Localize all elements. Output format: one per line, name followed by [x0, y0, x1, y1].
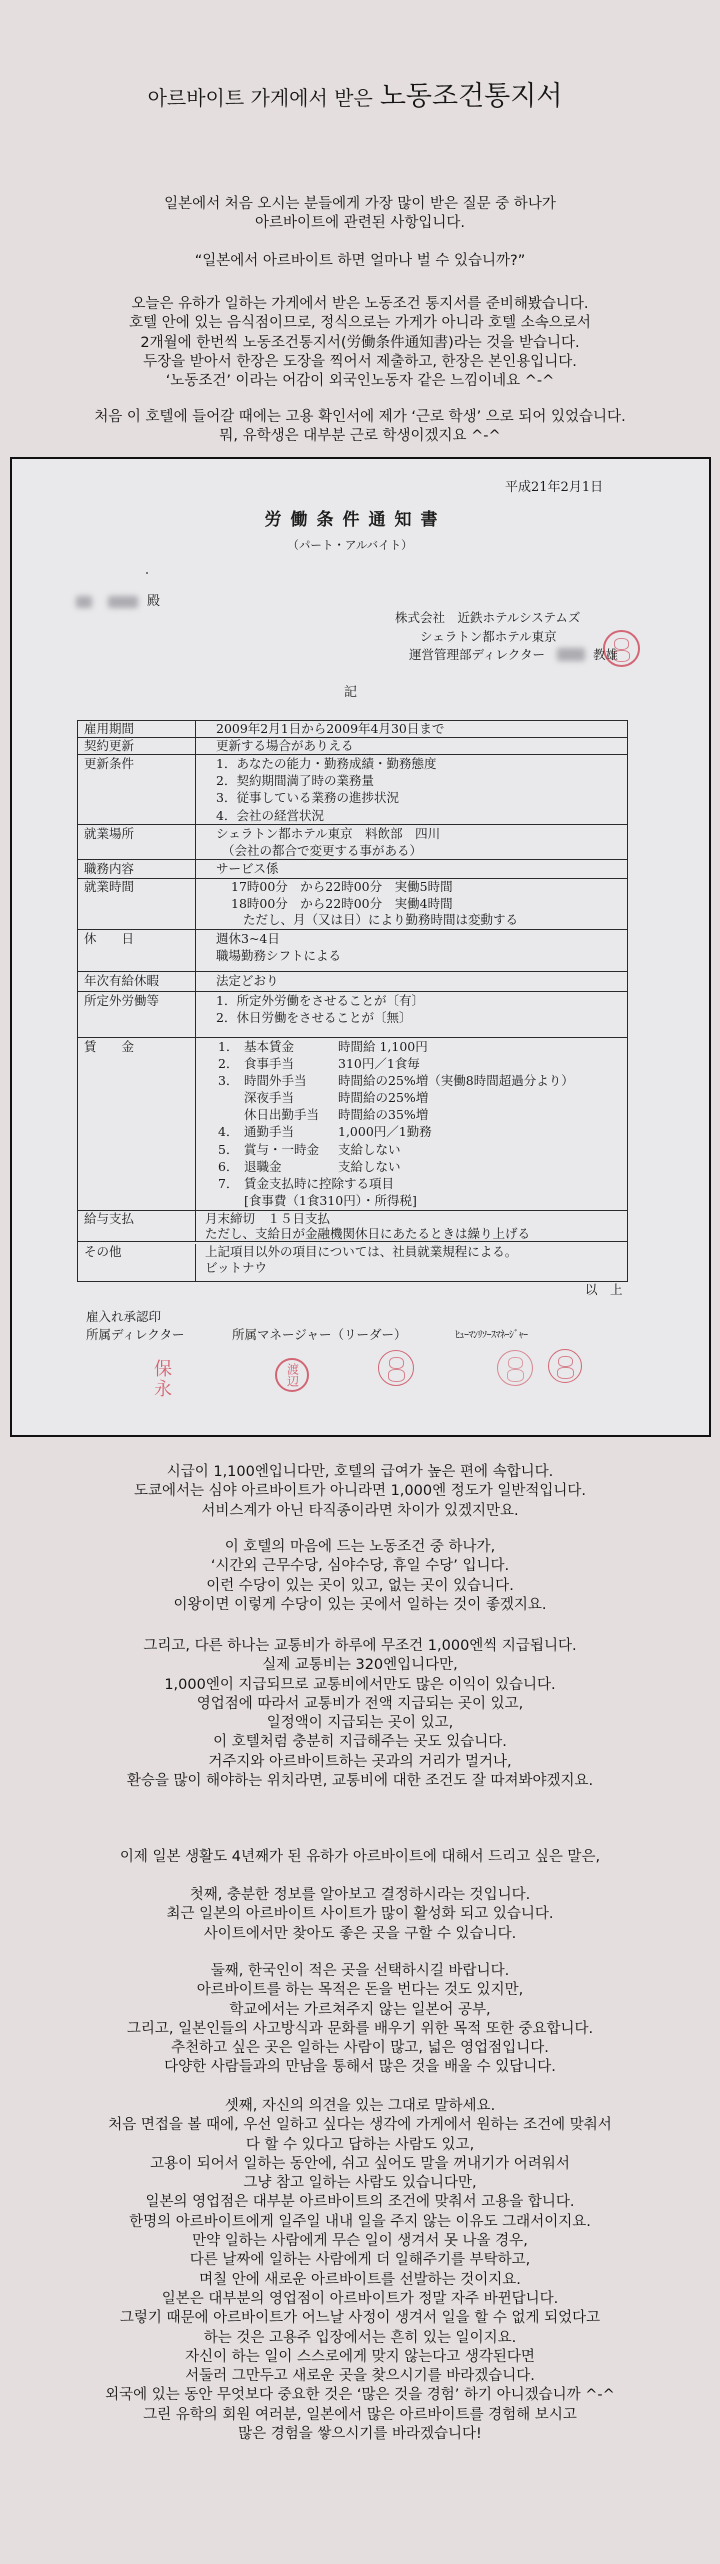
text-line: 최근 일본의 아르바이트 사이트가 많이 활성화 되고 있습니다.: [166, 1906, 554, 1923]
table-row-contract-renewal: [78, 737, 627, 754]
wage-line: [218, 1072, 627, 1089]
text-line: 일본은 대부분의 영업점이 아르바이트가 정말 자주 바뀐답니다.: [161, 2290, 559, 2307]
row-label: 雇用期間: [78, 721, 196, 737]
wage-line: [218, 1089, 627, 1106]
row-value: [196, 1244, 627, 1281]
seal-mark: [507, 1369, 525, 1381]
wage-line: [218, 1192, 627, 1209]
table-row-employment-period: [78, 721, 627, 737]
row-label: 休 日: [78, 930, 196, 971]
wage-line: [218, 1175, 627, 1192]
value-line: 18時00分 から22時00分 実働4時間: [231, 895, 453, 911]
table-row-payday: [78, 1210, 627, 1241]
text-line: 영업점에 따라서 교통비가 전액 지급되는 곳이 있고,: [196, 1695, 524, 1712]
text-line: 서둘러 그만두고 새로운 곳을 찾으시기를 바라겠습니다.: [185, 2368, 535, 2385]
text-line: 만약 일하는 사람에게 무슨 일이 생겨서 못 나올 경우,: [192, 2233, 528, 2250]
text-line: 그리고, 일본인들의 사고방식과 문화를 배우기 위한 목적 또한 중요합니다.: [126, 2020, 594, 2037]
wage-value: 支給しない: [338, 1141, 401, 1157]
wage-item: 基本賃金: [244, 1039, 295, 1054]
hr-seal-icon: [497, 1350, 533, 1386]
issuer-seal-icon: [603, 630, 640, 667]
row-label: 契約更新: [78, 738, 196, 754]
row-label: その他: [78, 1244, 196, 1281]
value-line: 3．従事している業務の進捗状況: [216, 790, 399, 806]
wage-line: [218, 1106, 627, 1123]
intro-paragraph-1: [0, 195, 720, 234]
text-line: 사이트에서만 찾아도 좋은 곳을 구할 수 있습니다.: [203, 1925, 517, 1942]
redacted-surname-blur: [557, 648, 585, 661]
role-director: 所属ディレクター: [86, 1327, 185, 1342]
body-paragraph-first: [0, 1886, 720, 1944]
text-line: 자신이 하는 일이 스스로에게 맞지 않는다고 생각된다면: [185, 2348, 535, 2365]
table-row-working-hours: [78, 878, 627, 929]
text-line: 처음 이 호텔에 들어갈 때에는 고용 확인서에 제가 ‘근로 학생’ 으로 되어 있었습니다.: [94, 409, 626, 425]
body-paragraph-wage: [0, 1463, 720, 1521]
text-line: 다른 날짜에 일하는 사람에게 더 일해주기를 부탁하고,: [189, 2252, 531, 2269]
value-line: 2．契約期間満了時の業務量: [216, 773, 374, 789]
wage-value: 時間給の35%増: [338, 1107, 429, 1123]
issuer-hotel: シェラトン都ホテル東京: [420, 629, 557, 644]
value-line: シェラトン都ホテル東京 料飲部 四川: [216, 826, 441, 841]
row-label: 就業場所: [78, 825, 196, 859]
row-label: 更新条件: [78, 755, 196, 824]
row-value: [196, 738, 627, 754]
table-row-wages: [78, 1037, 627, 1210]
value-line: 2009年2月1日から2009年4月30日まで: [216, 721, 445, 736]
wage-item: 賃金支払時に控除する項目: [244, 1175, 395, 1191]
conditions-table: [77, 720, 628, 1282]
table-row-workplace: [78, 824, 627, 859]
wage-item: 食事手当: [244, 1056, 295, 1072]
row-value: [196, 1038, 627, 1210]
row-label: 職務内容: [78, 860, 196, 878]
document-title: 労働条件通知書: [264, 510, 447, 530]
document-date: 平成21年2月1日: [505, 480, 604, 495]
wage-item: 退職金: [244, 1158, 282, 1174]
text-line: 그냥 참고 일하는 사람도 있습니다만,: [243, 2175, 477, 2192]
redacted-name-blur: [76, 596, 92, 608]
text-line: 다 할 수 있다고 답하는 사람도 있고,: [245, 2136, 475, 2153]
text-line: 며칠 안에 새로운 아르바이트를 선발하는 것이지요.: [199, 2271, 521, 2288]
row-value: [196, 755, 627, 824]
value-line: 1．あなたの能力・勤務成績・勤務態度: [216, 756, 437, 771]
value-line: 1．所定外労働をさせることが〔有〕: [216, 993, 424, 1008]
text-line: 이 호텔의 마음에 드는 노동조건 중 하나가,: [224, 1539, 496, 1555]
wage-line: [218, 1055, 627, 1072]
text-line: 시급이 1,100엔입니다만, 호텔의 급여가 높은 편에 속합니다.: [166, 1464, 554, 1480]
ki-heading: 記: [344, 685, 358, 700]
value-line: 月末締切 １５日支払: [205, 1211, 331, 1226]
value-line: 2．休日労働をさせることが〔無〕: [216, 1010, 412, 1025]
text-line: 그리고, 다른 하나는 교통비가 하루에 무조건 1,000엔씩 지급됩니다.: [143, 1638, 577, 1654]
wage-no: 3．: [218, 1073, 239, 1089]
value-line: 上記項目以外の項目については、社員就業規程による。: [205, 1244, 518, 1259]
page-title-prefix: 아르바이트 가게에서 받은: [147, 86, 373, 110]
body-paragraph-advice-intro: [0, 1848, 720, 1867]
body-paragraph-second: [0, 1962, 720, 2078]
role-manager: 所属マネージャー（リーダー）: [232, 1327, 407, 1342]
wage-line: [218, 1141, 627, 1158]
text-line: 많은 경험을 쌓으시기를 바라겠습니다!: [238, 2426, 482, 2443]
row-label: 年次有給休暇: [78, 972, 196, 991]
page-title-main: 노동조건통지서: [379, 81, 563, 112]
hr-second-seal-icon: [548, 1349, 582, 1383]
text-line: 고용이 되어서 일하는 동안에, 쉬고 싶어도 말을 꺼내기가 어려워서: [150, 2155, 570, 2172]
seal-mark: [388, 1369, 406, 1381]
wage-no: 6．: [218, 1158, 239, 1174]
table-row-overtime-work: [78, 991, 627, 1037]
wage-line: [218, 1158, 627, 1175]
text-line: 아르바이트를 하는 목적은 돈을 번다는 것도 있지만,: [196, 1982, 524, 1999]
role-hr-manager: ﾋｭｰﾏﾝﾘｿｰｽﾏﾈｰｼﾞｬｰ: [455, 1330, 528, 1341]
value-line: 4．会社の経営状況: [216, 807, 324, 823]
row-value: [196, 972, 627, 991]
text-line: 2개월에 한번씩 노동조건통지서(労働条件通知書)라는 것을 받습니다.: [140, 334, 580, 351]
text-line: 한명의 아르바이트에게 일주일 내내 일을 주지 않는 이유도 그래서이지요.: [129, 2213, 591, 2230]
wage-item: 通勤手当: [244, 1124, 295, 1140]
text-line: ‘노동조건’ 이라는 어감이 외국인노동자 같은 느낌이네요 ^-^: [165, 373, 555, 390]
text-line: 그렇기 때문에 아르바이트가 어느날 사정이 생겨서 일을 할 수 없게 되었다고: [119, 2310, 601, 2327]
value-line: ビットナウ: [205, 1260, 268, 1275]
row-label: 給与支払: [78, 1211, 196, 1241]
wage-item: 休日出勤手当: [244, 1107, 320, 1123]
row-value: [196, 1211, 627, 1241]
text-line: 둘째, 한국인이 적은 곳을 선택하시길 바랍니다.: [210, 1963, 510, 1979]
text-line: 이 호텔처럼 충분히 지급해주는 곳도 있습니다.: [213, 1734, 507, 1751]
wage-no: 5．: [218, 1141, 239, 1157]
row-value: [196, 825, 627, 859]
text-line: 학교에서는 가르쳐주지 않는 일본어 공부,: [229, 2001, 491, 2018]
value-line: サービス係: [216, 861, 279, 876]
wage-value: 310円／1食毎: [338, 1056, 420, 1072]
value-line: 職場勤務シフトによる: [216, 948, 342, 963]
text-line: “일본에서 아르바이트 하면 얼마나 벌 수 있습니까?”: [194, 253, 526, 269]
text-line: 일본에서 처음 오시는 분들에게 가장 많이 받은 질문 중 하나가: [164, 196, 556, 212]
body-paragraph-third: [0, 2097, 720, 2444]
text-line: 셋째, 자신의 의견을 있는 그대로 말하세요.: [224, 2098, 496, 2114]
body-paragraph-allowances: [0, 1538, 720, 1615]
text-line: 서비스계가 아닌 타직종이라면 차이가 있겠지만요.: [201, 1502, 519, 1519]
wage-no: [218, 1192, 244, 1209]
value-line: ただし、月（又は日）により勤務時間は変動する: [243, 912, 519, 927]
body-paragraph-transport: [0, 1637, 720, 1791]
text-line: 처음 면접을 볼 때에, 우선 일하고 싶다는 생각에 가게에서 원하는 조건에 맞춰서: [108, 2117, 612, 2134]
value-line: （会社の都合で変更する事がある）: [222, 843, 423, 858]
row-label: 賃 金: [78, 1038, 196, 1210]
text-line: 호텔 안에 있는 음식점이므로, 정식으로는 가게가 아니라 호텔 소속으로서: [129, 315, 591, 332]
text-line: 외국에 있는 동안 무엇보다 중요한 것은 ‘많은 것을 경험’ 하기 아니겠습니까 ^-^: [105, 2387, 615, 2404]
redacted-name-blur: [108, 596, 138, 608]
text-line: 이왕이면 이렇게 수당이 있는 곳에서 일하는 것이 좋겠지요.: [173, 1596, 547, 1613]
text-line: 일정액이 지급되는 곳이 있고,: [266, 1715, 454, 1732]
stray-mark: [146, 572, 148, 574]
closing-mark: 以 上: [585, 1282, 623, 1297]
intro-quote: [0, 252, 720, 271]
text-line: 거주지와 아르바이트하는 곳과의 거리가 멀거나,: [208, 1753, 512, 1770]
labor-conditions-document-scan: [10, 457, 711, 1437]
text-line: 이제 일본 생활도 4년째가 된 유하가 아르바이트에 대해서 드리고 싶은 말은,: [119, 1849, 601, 1865]
wage-line: [218, 1038, 627, 1055]
approval-heading: 雇入れ承認印: [86, 1309, 162, 1324]
text-line: 1,000엔이 지급되므로 교통비에서만도 많은 이익이 있습니다.: [164, 1676, 556, 1693]
issuer-company: 株式会社 近鉄ホテルシステムズ: [395, 610, 581, 625]
issuer-position: 運営管理部ディレクター: [409, 647, 546, 662]
value-line: ただし、支給日が金融機関休日にあたるときは繰り上げる: [205, 1226, 531, 1241]
wage-item: 時間外手当: [244, 1073, 307, 1089]
issuer-given-name: 教雄: [593, 647, 619, 662]
table-row-other: [78, 1241, 627, 1281]
text-line: 이런 수당이 있는 곳이 있고, 없는 곳이 있습니다.: [206, 1577, 514, 1594]
text-line: 다양한 사람들과의 만남을 통해서 많은 것을 배울 수 있답니다.: [164, 2059, 556, 2076]
leader-seal-icon: [378, 1350, 414, 1386]
value-line: 更新する場合がありえる: [216, 738, 354, 753]
text-line: ‘시간외 근무수당, 심야수당, 휴일 수당’ 입니다.: [210, 1558, 510, 1575]
addressee-honorific: 殿: [147, 594, 161, 609]
wage-no: [218, 1106, 244, 1123]
document-subtitle: （パート・アルバイト）: [287, 538, 413, 552]
text-line: 첫째, 충분한 정보를 알아보고 결정하시라는 것입니다.: [189, 1887, 531, 1903]
text-line: 아르바이트에 관련된 사항입니다.: [255, 215, 465, 232]
text-line: 오늘은 유하가 일하는 가게에서 받은 노동조건 통지서를 준비해봤습니다.: [131, 296, 589, 312]
row-label: 所定外労働等: [78, 992, 196, 1037]
row-value: [196, 930, 627, 971]
value-line: 週休3~4日: [216, 931, 280, 946]
table-row-renewal-conditions: [78, 754, 627, 824]
value-line: 17時00分 から22時00分 実働5時間: [231, 879, 453, 894]
wage-no: 7．: [218, 1175, 239, 1191]
page-title: [0, 80, 720, 114]
director-stamp-icon: 保永: [151, 1359, 172, 1399]
text-line: 뭐, 유학생은 대부분 근로 학생이겠지요 ^-^: [219, 428, 501, 445]
row-value: [196, 721, 627, 737]
wage-value: 時間給の25%増（実働8時間超過分より）: [338, 1073, 574, 1089]
text-line: 실제 교통비는 320엔입니다만,: [262, 1657, 458, 1674]
value-line: 法定どおり: [216, 973, 279, 988]
row-label: 就業時間: [78, 879, 196, 929]
text-line: 도쿄에서는 심야 아르바이트가 아니라면 1,000엔 정도가 일반적입니다.: [134, 1483, 586, 1500]
table-row-holidays: [78, 929, 627, 971]
wage-value: 1,000円／1勤務: [338, 1124, 432, 1140]
text-line: 그린 유학의 회원 여러분, 일본에서 많은 아르바이트를 경험해 보시고: [143, 2406, 577, 2423]
row-value: [196, 992, 627, 1037]
text-line: 두장을 받아서 한장은 도장을 찍어서 제출하고, 한장은 본인용입니다.: [143, 353, 577, 370]
seal-mark: [389, 1357, 405, 1369]
wage-line: [218, 1123, 627, 1140]
table-row-job-duties: [78, 859, 627, 878]
row-value: [196, 879, 627, 929]
seal-mark: [613, 650, 630, 662]
wage-no: 2．: [218, 1056, 239, 1072]
seal-mark: [557, 1367, 574, 1379]
table-row-annual-paid-leave: [78, 971, 627, 991]
wage-item: 深夜手当: [244, 1090, 295, 1106]
intro-paragraph-3: [0, 295, 720, 391]
wage-item: [食事費（1食310円）・所得税]: [244, 1192, 417, 1208]
wage-value: 時間給 1,100円: [338, 1039, 428, 1054]
seal-mark: [558, 1356, 573, 1368]
seal-mark: [508, 1357, 524, 1369]
wage-no: 4．: [218, 1124, 239, 1140]
wage-no: [218, 1089, 244, 1106]
row-value: [196, 860, 627, 878]
text-line: 환승을 많이 해야하는 위치라면, 교통비에 대한 조건도 잘 따져봐야겠지요.: [126, 1773, 594, 1790]
text-line: 하는 것은 고용주 입장에서는 흔히 있는 일이지요.: [203, 2329, 517, 2346]
wage-value: 支給しない: [338, 1158, 401, 1174]
manager-seal-icon: [275, 1358, 309, 1392]
seal-mark: [614, 638, 629, 650]
text-line: 추천하고 싶은 곳은 일하는 사람이 많고, 넓은 영업점입니다.: [171, 2040, 549, 2057]
wage-item: 賞与・一時金: [244, 1141, 320, 1157]
text-line: 일본의 영업점은 대부분 아르바이트의 조건에 맞춰서 고용을 합니다.: [145, 2194, 575, 2211]
intro-paragraph-4: [0, 408, 720, 447]
wage-value: 時間給の25%増: [338, 1090, 429, 1106]
wage-no: 1．: [218, 1039, 239, 1054]
seal-text: 渡辺: [285, 1363, 300, 1387]
